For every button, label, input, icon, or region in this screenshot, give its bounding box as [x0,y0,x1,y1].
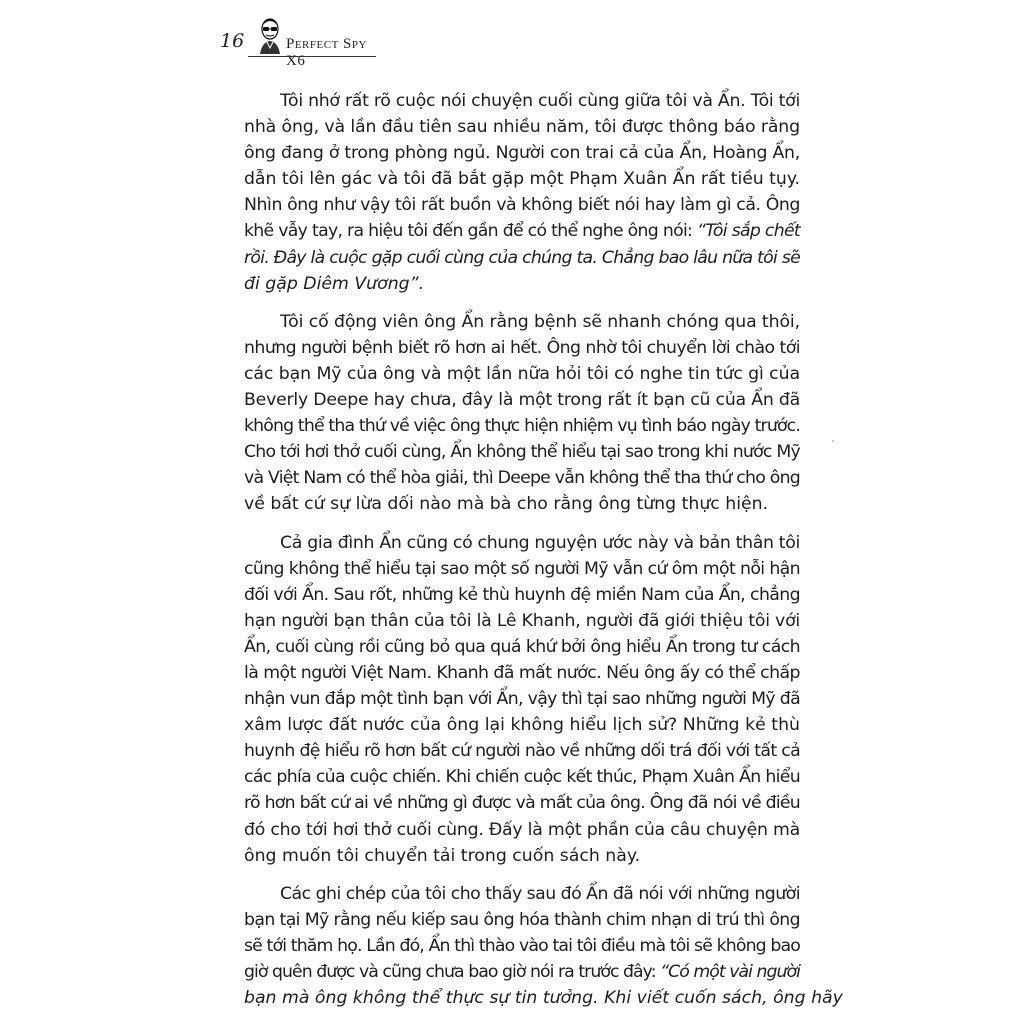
body-text [244,88,843,1023]
text-line: các bạn Mỹ của ông và một lần nữa hỏi tôi có nghe tin tức gì của [244,363,800,384]
page-header [220,14,380,69]
text-line-mixed [244,959,800,985]
quote-segment: đi gặp Diêm Vương”. [244,273,425,294]
text-line-mixed [244,218,800,244]
text-line: nhà ông, và lần đầu tiên sau nhiều năm, tôi được thông báo rằng [244,117,800,138]
quote-segment: “Có một vài người [660,962,800,982]
page-number: 16 [220,30,245,52]
text-line: hạn người bạn thân của tôi là Lê Khanh, người đã giới thiệu tôi với [244,610,800,631]
text-line: đối với Ẩn. Sau rốt, những kẻ thù huynh đệ miền Nam của Ẩn, chẳng [244,584,800,605]
text-line: Tôi nhớ rất rõ cuộc nói chuyện cuối cùng giữa tôi và Ẩn. Tôi tới [280,91,800,111]
quote-line [244,985,843,1011]
paragraph-2 [244,309,800,518]
text-line: Các ghi chép của tôi cho thấy sau đó Ẩn đã nói với những người [280,883,800,904]
text-segment: khẽ vẫy tay, ra hiệu tôi đến gần để có thể nghe ông nói: [244,221,697,242]
text-line: nhưng người bệnh biết rõ hơn ai hết. Ông nhờ tôi chuyển lời chào tới [244,337,800,358]
text-line: xâm lược đất nước của ông lại không hiểu lịch sử? Những kẻ thù [244,715,800,736]
text-line: và Việt Nam có thể hòa giải, thì Deepe vẫn không thể tha thứ cho ông [244,468,800,489]
text-line: về bất cứ sự lừa dối nào mà bà cho rằng ông từng thực hiện. [244,494,769,515]
header-rule [248,56,376,57]
scan-speck [832,440,834,442]
text-line: Cho tới hơi thở cuối cùng, Ẩn không thể hiểu tại sao trong khi nước Mỹ [244,442,800,463]
quote-line [244,271,800,297]
running-title: Perfect Spy X6 [286,36,367,69]
text-line: Tôi cố động viên ông Ẩn rằng bệnh sẽ nhanh chóng qua thôi, [280,311,800,332]
text-line: Cả gia đình Ẩn cũng có chung nguyện ước này và bản thân tôi [280,532,800,553]
text-line: Beverly Deepe hay chưa, đây là một trong rất ít bạn cũ của Ẩn đã [244,390,800,411]
text-line: là một người Việt Nam. Khanh đã mất nước. Nếu ông ấy có thể chấp [244,662,800,683]
paragraph-3 [244,530,800,869]
quote-line [244,245,800,271]
quote-segment: “Tôi sắp chết [696,221,800,242]
author-portrait-icon [256,14,284,54]
text-line: ông đang ở trong phòng ngủ. Người con trai cả của Ẩn, Hoàng Ẩn, [244,143,800,164]
text-line: các phía của cuộc chiến. Khi chiến cuộc kết thúc, Phạm Xuân Ẩn hiểu [244,767,800,788]
text-line: nhận vun đắp một tình bạn với Ẩn, vậy thì tại sao những người Mỹ đã [244,689,800,710]
text-line: bạn tại Mỹ rằng nếu kiếp sau ông hóa thành chim nhạn di trú thì ông [244,909,800,930]
text-line: Nhìn ông như vậy tôi rất buồn và không biết nói hay làm gì cả. Ông [244,195,800,216]
paragraph-1 [244,88,800,297]
text-line: dẫn tôi lên gác và tôi đã bắt gặp một Phạm Xuân Ẩn rất tiều tụy. [244,169,800,190]
text-line: huynh đệ hiểu rõ hơn bất cứ người nào về những dối trá đối với tất cả [244,741,800,762]
paragraph-4 [244,881,843,1011]
text-line: ông muốn tôi chuyển tải trong cuốn sách này. [244,845,641,866]
text-segment: giờ quên được và cũng chưa bao giờ nói ra trước đây: [244,962,661,982]
text-line: Ẩn, cuối cùng rồi cũng bỏ qua quá khứ bởi ông hiểu Ẩn trong tư cách [244,636,800,657]
text-line: đó cho tới hơi thở cuối cùng. Đấy là một phần của câu chuyện mà [244,819,800,840]
text-line: sẽ tới thăm họ. Lần đó, Ẩn thì thào vào tai tôi điều mà tôi sẽ không bao [244,935,800,956]
text-line: cũng không thể hiểu tại sao một số người Mỹ vẫn cứ ôm một nỗi hận [244,558,800,579]
quote-segment: rồi. Đây là cuộc gặp cuối cùng của chúng ta. Chẳng bao lâu nữa tôi sẽ [244,247,800,268]
quote-segment: bạn mà ông không thể thực sự tin tưởng. Khi viết cuốn sách, ông hãy [244,988,843,1009]
text-line: không thể tha thứ về việc ông thực hiện nhiệm vụ tình báo ngày trước. [244,416,800,437]
text-line: rõ hơn bất cứ ai về những gì được và mất của ông. Ông đã nói về điều [244,793,801,814]
